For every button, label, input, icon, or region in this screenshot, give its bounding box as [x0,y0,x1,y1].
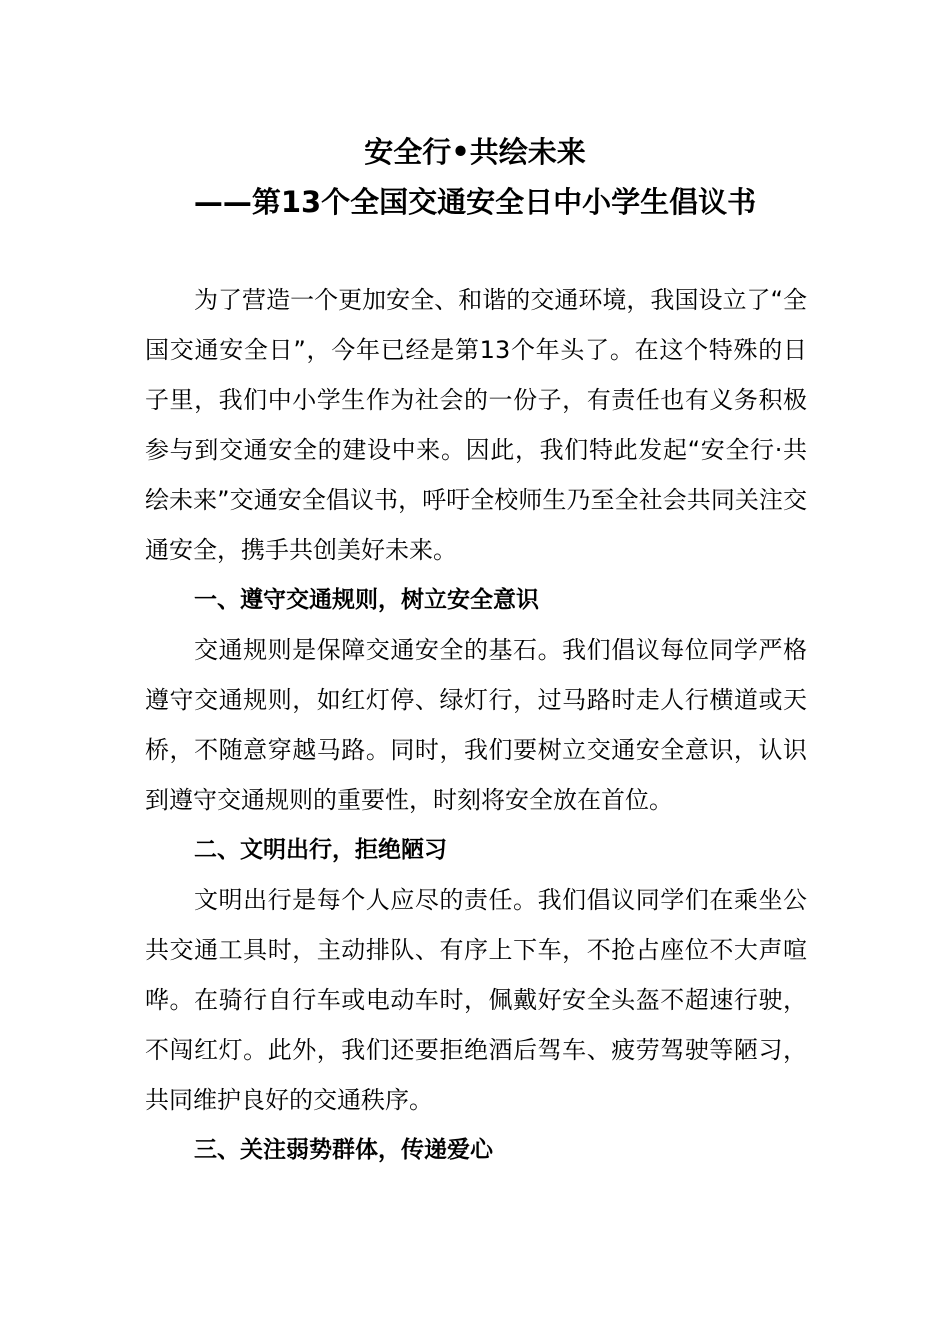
section-heading-1: 一、遵守交通规则，树立安全意识 [194,587,539,613]
intro-paragraph: 为了营造一个更加安全、和谐的交通环境，我国设立了“全国交通安全日”，今年已经是第13个年头了。在这个特殊的日子里，我们中小学生作为社会的一份子，有责任也有义务积极参与到交通安全的建设中来。因此，我们特此发起“安全行·共绘未来”交通安全倡议书，呼吁全校师生乃至全社会共同关注交通安全，携手共创美好未来。 [145,286,807,564]
section-heading-3: 三、关注弱势群体，传递爱心 [194,1137,493,1163]
section-paragraph-2: 文明出行是每个人应尽的责任。我们倡议同学们在乘坐公共交通工具时，主动排队、有序上下车，不抢占座位不大声喧哗。在骑行自行车或电动车时，佩戴好安全头盔不超速行驶，不闯红灯。此外，我们还要拒绝酒后驾车、疲劳驾驶等陋习，共同维护良好的交通秩序。 [145,886,807,1114]
section-paragraph-1: 交通规则是保障交通安全的基石。我们倡议每位同学严格遵守交通规则，如红灯停、绿灯行，过马路时走人行横道或天桥，不随意穿越马路。同时，我们要树立交通安全意识，认识到遵守交通规则的重要性，时刻将安全放在首位。 [145,636,807,814]
document-title: 安全行•共绘未来 [364,135,586,169]
document-subtitle: ——第13个全国交通安全日中小学生倡议书 [193,185,757,219]
document-body [145,275,807,1175]
section-heading-2: 二、文明出行，拒绝陋习 [194,837,447,863]
